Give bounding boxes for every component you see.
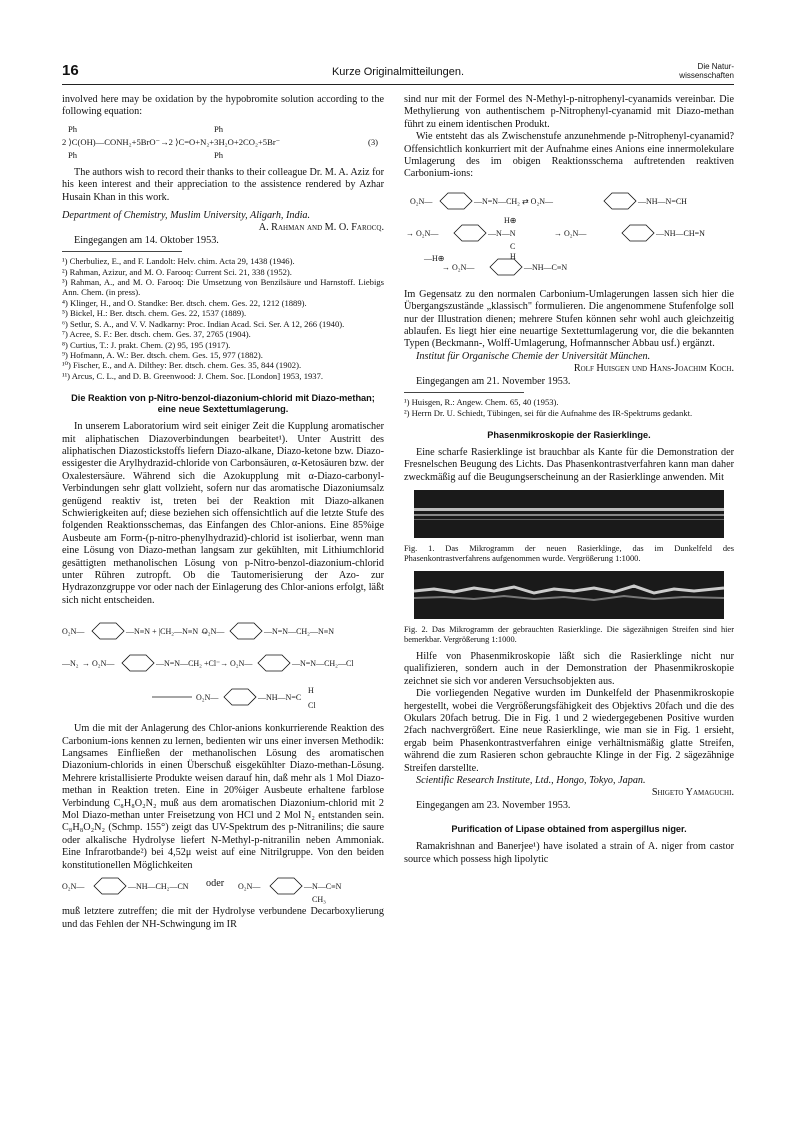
svg-text:→ O₂N—: → O₂N—	[554, 228, 587, 238]
svg-text:O₂N—: O₂N—	[196, 693, 219, 703]
paragraph: sind nur mit der Formel des N-Methyl-p-nitrophenyl-cyanamids vereinbar. Die Methylierung von authentischem p-Nitrophenyl-cyanamid mit Diazo-methan führt zu einem identischen Produkt.	[404, 94, 734, 130]
svg-text:H: H	[308, 686, 314, 696]
svg-text:—N—N: —N—N	[488, 228, 516, 238]
svg-text:—NH—C≡N: —NH—C≡N	[524, 262, 568, 272]
authors: Rolf Huisgen und Hans-Joachim Koch.	[573, 363, 734, 375]
micrograph-image-2	[414, 571, 724, 619]
svg-text:O₂N—: O₂N—	[62, 882, 85, 892]
svg-text:—N—C≡N: —N—C≡N	[304, 882, 342, 892]
svg-text:→ O₂N—: → O₂N—	[406, 228, 439, 238]
svg-text:C: C	[510, 241, 516, 251]
svg-text:—H⊕: —H⊕	[424, 253, 445, 263]
paragraph: Hilfe von Phasenmikroskopie läßt sich die Rasierklinge nicht nur qualifizieren, sondern auch in der Demonstration der Phasenmikroskopie zeichnet sie sich vor anderen Versuchsobjekten aus.	[404, 650, 734, 687]
affiliation: Scientific Research Institute, Ltd., Hongo, Tokyo, Japan.	[416, 775, 646, 786]
received-date: Eingegangen am 23. November 1953.	[416, 799, 571, 811]
svg-text:O₂N—: O₂N—	[62, 627, 85, 637]
reaction-scheme	[62, 613, 384, 717]
received-date: Eingegangen am 21. November 1953.	[416, 375, 571, 387]
svg-text:Cl: Cl	[308, 701, 316, 711]
micrograph-image-1	[414, 490, 724, 538]
references: ¹) Cherbuliez, E., and F. Landolt: Helv. chim. Acta 29, 1438 (1946). ²) Rahman, Azizur, and M. O. Farooq: Current Sci. 21, 338 (1952). ³) Rahman, A., and M. O. Farooq: Die Umsetzung von Benzilsäure und Harnstoff. Liebigs Ann. Chem. (in press). ⁴) Klinger, H., and O. Standke: Ber. dtsch. chem. Ges. 22, 1212 (1889). ⁵) Bickel, H.: Ber. dtsch. chem. Ges. 22, 1537 (1889). ⁶) Setlur, S. A., and V. V. Nadkarny: Proc. Indian Acad. Sci. Ser. A 12, 266 (1940). ⁷) Acree, S. F.: Ber. dtsch. chem. Ges. 37, 2765 (1904). ⁸) Curtius, T.: J. prakt. Chem. (2) 95, 195 (1917). ⁹) Hofmann, A. W.: Ber. dtsch. chem. Ges. 15, 977 (1882). ¹⁰) Fischer, E., and A. Dilthey: Ber. dtsch. chem. Ges. 35, 844 (1902). ¹¹) Arcus, C. L., and D. B. Greenwood: J. Chem. Soc. [London] 1953, 1937.	[62, 256, 384, 381]
paragraph: Im Gegensatz zu den normalen Carbonium-Umlagerungen lassen sich hier die Übergangszustände „klassisch" formulieren. Die angenommene Stufenfolge soll nur der Illustration dienen; mehrere Stufen können sehr wohl auch gleichzeitig ablaufen. Es liegt hier eine neuartige Sextettumlagerung vor, die die bekannten Typen (Beckmann-, Wolff-Umlagerung, Hofmannscher Abbau usf.) ergänzt.	[404, 288, 734, 350]
right-column	[404, 94, 734, 866]
svg-text:H: H	[510, 251, 516, 261]
paragraph: Die vorliegenden Negative wurden im Dunkelfeld der Phasenmikroskopie hergestellt, wobei die Vergrößerungsfähigkeit des Objektivs 20fach und die des Okulars 20fach betrug. Die in Fig. 1 und 2 wiedergegebenen Positive wurden 2fach nachvergrößert. Eine neue Rasierklinge, wie man sie in Fig. 1 ersieht, ergab beim Phasenkontrastverfahren einige verhältnismäßig glatte Streifen, während die zum Rasieren schon gebrauchte Klinge in der Fig. 2 sägezähnige Streifen darstellte.	[404, 688, 734, 774]
paragraph: Um die mit der Anlagerung des Chlor-anions konkurrierende Reaktion des Carbonium-ions kennen zu lernen, bedienten wir uns einer inversen Methodik: Langsames Einfließen der methanolischen Lösung des aromatischen Diazonium-chlorids in einen Überschuß eisgekühlter Diazo-methan-Lösung. Mehrere kristallisierte Produkte weisen darauf hin, daß mehr als 1 Mol Diazo-methan in Reaktion treten. Eine in 20%iger Ausbeute erhaltene farblose Verbindung C₈H₈O₂N₂ muß aus dem aromatischen Diazonium-chlorid mit 2 Mol Diazo-methan unter Freisetzung von HCl und 2 Mol N₂ entstanden sein. C₈H₈O₂N₂ (Schmp. 155°) zeigt das UV-Spektrum des p-Nitranilins; die saure oder alkalische Hydrolyse liefert N-Methyl-p-nitranilin neben Ammoniak. Eine Infrarotbande²) bei 4,52μ weist auf eine Nitrilgruppe. Von den beiden konstitutionellen Möglichkeiten	[62, 723, 384, 871]
journal-name: Die Natur- wissenschaften	[679, 62, 734, 80]
paragraph: muß letztere zutreffen; die mit der Hydrolyse verbundene Decarboxylierung und das Fehlen der NH-Schwingung im IR	[62, 906, 384, 930]
svg-text:→ O₂N—: → O₂N—	[442, 262, 475, 272]
svg-text:O₂N—: O₂N—	[230, 659, 253, 669]
svg-text:—N=N—CH₂ ⇄ O₂N—: —N=N—CH₂ ⇄ O₂N—	[474, 196, 554, 206]
author: Shigeto Yamaguchi.	[651, 787, 734, 799]
svg-text:—NH—N=CH: —NH—N=CH	[638, 196, 687, 206]
paragraph: Eine scharfe Rasierklinge ist brauchbar als Kante für die Demonstration der Fresnelschen Beugung des Lichts. Das Phasenkontrastverfahren kann man daher zweckmäßig auf die Beugungserscheinung an der Rasierklinge anwenden. Mit	[404, 446, 734, 483]
svg-text:—N=N—CH₂—N≡N: —N=N—CH₂—N≡N	[264, 627, 335, 637]
paragraph: In unserem Laboratorium wird seit einiger Zeit die Kupplung aromatischer mit aliphatischen Diazoverbindungen bearbeitet¹). Unter Austritt des aliphatischen Diazostickstoffs liefern Diazo-alkane, Diazo-ketone bzw. Diazo-essigester die Arylhydrazid-chloride von Carbonsäuren, α-Ketosäuren bzw. der Oxalestersäure. Während sich die Azokupplung mit α-Diazo-carbonyl-Verbindungen sehr glatt vollzieht, sofern nur das aromatische Diazoniumsalz genügend reaktiv ist, treten bei der Reaktion mit Diazo-alkanen Schwierigkeiten auf; diese beziehen sich offensichtlich auf die letzte Stufe des folgenden Reaktionsschemas, das Einfangen des Chlor-anions. Eine 85%ige Ausbeute am Form-(p-nitro-phenylhydrazid)-chlorid ist isolierbar, wenn man eine Lösung von Diazo-methan langsam zur gekühlten, mit Lithiumchlorid gesättigten methanolischen Lösung von p-Nitro-benzol-diazonium-chlorid unter Rühren zutropft. Ob die Tautomerisierung der Azo- zur Hydrazonzgruppe vor oder nach der Einlagerung des Chlor-anions erfolgt, läßt sich nicht entscheiden.	[62, 421, 384, 606]
page-number: 16	[62, 62, 79, 79]
figure-caption: Fig. 2. Das Mikrogramm der gebrauchten Rasierklinge. Die sägezähnigen Streifen sind hier bemerkbar. Vergrößerung 1:1000.	[404, 624, 734, 644]
affiliation: Institut für Organische Chemie der Universität München.	[416, 350, 651, 362]
article-heading: Phasenmikroskopie der Rasierklinge.	[487, 429, 651, 440]
formula-alternatives: O₂N— —NH—CH₂—CN O₂N— —N—C≡N CH₃ oder	[62, 878, 342, 905]
svg-text:—N≡N + |CH₂—N≡N →: —N≡N + |CH₂—N≡N →	[126, 627, 209, 637]
svg-text:—NH—N=C: —NH—N=C	[258, 693, 302, 703]
svg-text:→ O₂N—: → O₂N—	[82, 659, 115, 669]
paragraph: Wie entsteht das als Zwischenstufe anzunehmende p-Nitrophenyl-cyanamid? Offensichtlich konkurriert mit der Aufnahme eines Anions eine innermolekulare Umlagerung des im obigen Reaktionsschema auftretenden reaktiven Carbonium-ions:	[404, 131, 734, 180]
figure-caption: Fig. 1. Das Mikrogramm der neuen Rasierklinge, das im Dunkelfeld des Phasenkontrastverfahrens aufgenommen wurde. Vergrößerung 1:1000.	[404, 544, 734, 564]
svg-text:—N₂: —N₂	[62, 659, 79, 669]
running-title: Kurze Originalmitteilungen.	[331, 66, 465, 78]
svg-text:—N=N—CH₂ +Cl⁻→: —N=N—CH₂ +Cl⁻→	[156, 659, 229, 669]
article-heading: Purification of Lipase obtained from aspergillus niger.	[451, 824, 687, 835]
svg-text:H⊕: H⊕	[504, 215, 517, 225]
equation-3: Ph Ph 2 ⟩C(OH)—CONH₂+5BrO⁻→2 ⟩C=O+N₂+3H₂O+2CO₂+5Br⁻ (3) Ph Ph	[62, 123, 378, 160]
acknowledgement: The authors wish to record their thanks to their colleague Dr. M. A. Aziz for his keen interest and their appreciation to the assistence rendered by Azhar Husain Khan in this work.	[62, 166, 384, 203]
paragraph: involved here may be oxidation by the hypobromite solution according to the following equation:	[62, 94, 384, 118]
authors: A. Rahman and M. O. Farocq.	[258, 222, 384, 234]
svg-text:—NH—CH₂—CN: —NH—CH₂—CN	[128, 882, 189, 892]
rearrangement-scheme	[404, 187, 734, 283]
references: ¹) Huisgen, R.: Angew. Chem. 65, 40 (1953). ²) Herrn Dr. U. Schiedt, Tübingen, sei für die Aufnahme des IR-Spektrums gedankt.	[404, 397, 693, 418]
received-date: Eingegangen am 14. Oktober 1953.	[74, 234, 219, 246]
svg-text:O₂N—: O₂N—	[202, 627, 225, 637]
svg-text:—N=N—CH₂—Cl: —N=N—CH₂—Cl	[292, 659, 354, 669]
svg-text:CH₃: CH₃	[312, 895, 326, 905]
svg-text:O₂N—: O₂N—	[238, 882, 261, 892]
page-header	[62, 62, 734, 85]
svg-text:O₂N—: O₂N—	[410, 196, 433, 206]
svg-text:—NH—CH=N: —NH—CH=N	[656, 228, 705, 238]
article-heading: Die Reaktion von p-Nitro-benzol-diazonium-chlorid mit Diazo-methan; eine neue Sextettumlagerung.	[71, 393, 375, 415]
paragraph: Ramakrishnan and Banerjee¹) have isolated a strain of A. niger from castor source which possess high lipolytic	[404, 841, 734, 865]
affiliation: Department of Chemistry, Muslim University, Aligarh, India.	[62, 210, 311, 222]
left-column	[62, 94, 384, 931]
